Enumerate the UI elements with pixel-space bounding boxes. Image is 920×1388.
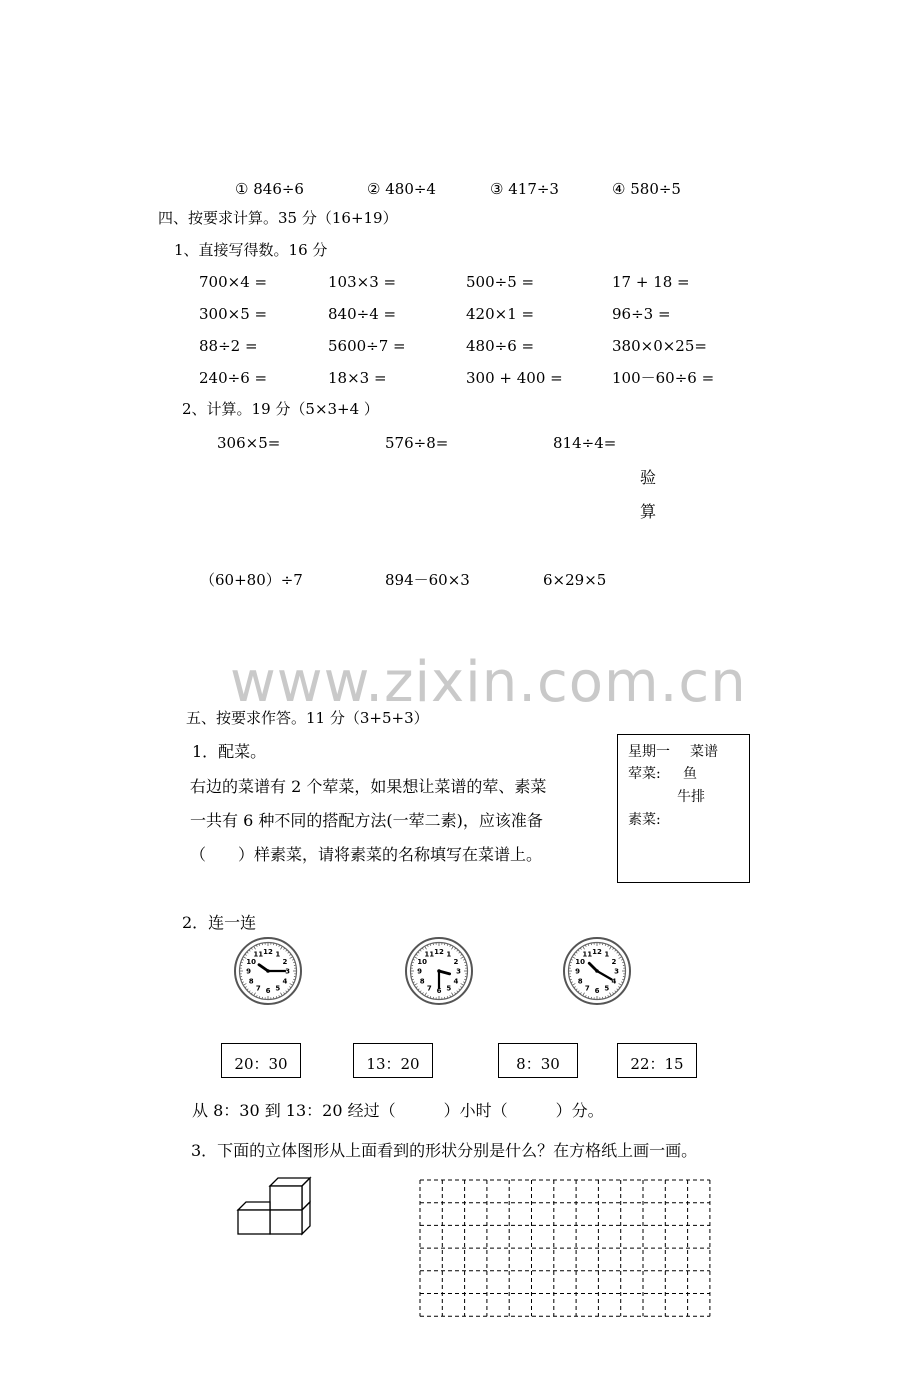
q3-title: 3．下面的立体图形从上面看到的形状分别是什么？在方格纸上画一画。 [191, 1141, 698, 1160]
check-label-2: 算 [640, 502, 657, 521]
clock-number: 1 [604, 950, 610, 959]
cube-figure [230, 1170, 320, 1245]
q1-line-1: 右边的菜谱有 2 个荤菜，如果想让菜谱的荤、素菜 [190, 777, 547, 796]
clock-number: 4 [453, 977, 459, 986]
oral-calc-item: 88÷2 = [199, 337, 258, 355]
calc-6: 6×29×5 [543, 571, 607, 589]
option-4: ④ 580÷5 [612, 180, 681, 198]
clock-number: 1 [446, 950, 452, 959]
calc-4: （60+80）÷7 [200, 571, 303, 589]
clock-number: 12 [434, 948, 444, 957]
oral-calc-item: 480÷6 = [466, 337, 535, 355]
clock[interactable] [564, 938, 630, 1004]
oral-calc-item: 500÷5 = [466, 273, 535, 291]
section4-title: 四、按要求计算。35 分（16+19） [158, 209, 398, 227]
clock-number: 6 [265, 987, 271, 996]
oral-calc-item: 17 + 18 = [612, 273, 690, 291]
oral-calc-item: 380×0×25= [612, 337, 707, 355]
clock-number: 11 [253, 950, 264, 959]
clock-number: 7 [584, 984, 590, 993]
clock-number: 10 [575, 957, 585, 966]
option-1: ① 846÷6 [235, 180, 304, 198]
clock-number: 2 [282, 957, 288, 966]
oral-calc-item: 420×1 = [466, 305, 535, 323]
clock-number: 9 [417, 967, 422, 976]
oral-calc-item: 700×4 = [199, 273, 268, 291]
clock-number: 6 [436, 987, 442, 996]
calc-2: 576÷8= [385, 434, 449, 452]
clock-number: 8 [419, 977, 425, 986]
oral-calc-item: 18×3 = [328, 369, 387, 387]
menu-meat-1: 鱼 [683, 766, 697, 782]
clock-number: 11 [424, 950, 435, 959]
clock-number: 7 [255, 984, 261, 993]
oral-calc-item: 103×3 = [328, 273, 397, 291]
oral-calc-item: 100－60÷6 = [612, 369, 715, 387]
clock-number: 2 [453, 957, 459, 966]
oral-calc-item: 300 + 400 = [466, 369, 563, 387]
clock-number: 11 [582, 950, 593, 959]
part1-title: 1、直接写得数。16 分 [174, 241, 328, 259]
q1-line-3: （ ）样素菜，请将素菜的名称填写在菜谱上。 [190, 845, 543, 864]
clock-number: 3 [285, 967, 290, 976]
watermark: www.zixin.com.cn [230, 650, 747, 715]
time-box-1[interactable]: 20：30 [221, 1043, 301, 1078]
grid-paper[interactable] [418, 1178, 712, 1320]
menu-veg-label: 素菜: [628, 812, 661, 828]
oral-calc-item: 300×5 = [199, 305, 268, 323]
clock-number: 12 [592, 948, 602, 957]
menu-heading: 菜谱 [690, 744, 718, 760]
clock-number: 12 [263, 948, 273, 957]
check-label-1: 验 [640, 468, 657, 487]
oral-calc-item: 240÷6 = [199, 369, 268, 387]
section5-title: 五、按要求作答。11 分（3+5+3） [186, 709, 429, 727]
q2-question: 从 8：30 到 13：20 经过（ ）小时（ ）分。 [192, 1101, 604, 1120]
clock-number: 1 [275, 950, 281, 959]
time-box-2[interactable]: 13：20 [353, 1043, 433, 1078]
clock-number: 3 [614, 967, 619, 976]
q1-title: 1．配菜。 [192, 742, 267, 761]
clock-number: 8 [577, 977, 583, 986]
part2-title: 2、计算。19 分（5×3+4 ） [182, 400, 379, 418]
calc-1: 306×5= [217, 434, 281, 452]
clock-number: 9 [575, 967, 580, 976]
time-box-4[interactable]: 22：15 [617, 1043, 697, 1078]
clock-number: 6 [594, 987, 600, 996]
clock-number: 4 [282, 977, 288, 986]
clock-number: 10 [246, 957, 256, 966]
calc-3: 814÷4= [553, 434, 617, 452]
clock-number: 9 [246, 967, 251, 976]
clock-number: 8 [248, 977, 254, 986]
clock[interactable] [235, 938, 301, 1004]
menu-meat-label: 荤菜: [628, 766, 661, 782]
clock-number: 7 [426, 984, 432, 993]
clock-number: 5 [275, 984, 281, 993]
time-box-3[interactable]: 8：30 [498, 1043, 578, 1078]
oral-calc-item: 5600÷7 = [328, 337, 406, 355]
clock-number: 4 [611, 977, 617, 986]
calc-5: 894－60×3 [385, 571, 470, 589]
option-3: ③ 417÷3 [490, 180, 559, 198]
option-2: ② 480÷4 [367, 180, 436, 198]
clock[interactable] [406, 938, 472, 1004]
clock-number: 5 [604, 984, 610, 993]
clock-number: 2 [611, 957, 617, 966]
menu-day: 星期一 [628, 744, 670, 760]
clock-number: 10 [417, 957, 427, 966]
menu-meat-2: 牛排 [677, 789, 705, 805]
q1-line-2: 一共有 6 种不同的搭配方法(一荤二素)，应该准备 [190, 811, 543, 830]
oral-calc-item: 96÷3 = [612, 305, 671, 323]
clock-number: 3 [456, 967, 461, 976]
q2-title: 2．连一连 [182, 913, 257, 932]
clock-number: 5 [446, 984, 452, 993]
oral-calc-item: 840÷4 = [328, 305, 397, 323]
